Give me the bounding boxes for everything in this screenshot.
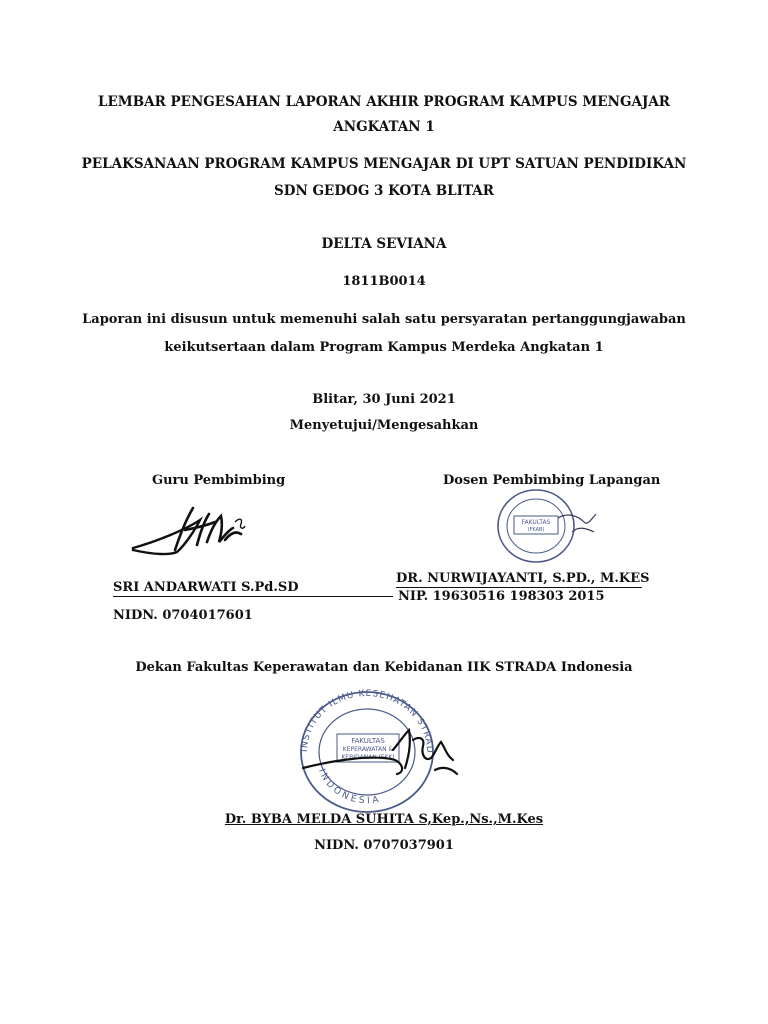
purpose-line2: keikutsertaan dalam Program Kampus Merdeka Angkatan 1 <box>164 340 604 355</box>
place-date: Blitar, 30 Juni 2021 <box>312 392 456 407</box>
right-signer-role: Dosen Pembimbing Lapangan <box>443 473 661 488</box>
document-title-line1: LEMBAR PENGESAHAN LAPORAN AKHIR PROGRAM KAMPUS MENGAJAR <box>97 94 671 110</box>
dean-role: Dekan Fakultas Keperawatan dan Kebidanan IIK STRADA Indonesia <box>135 660 633 675</box>
svg-text:FAKULTAS: FAKULTAS <box>521 519 551 526</box>
right-signer-name: DR. NURWIJAYANTI, S.PD., M.KES <box>396 571 650 586</box>
approval-label: Menyetujui/Mengesahkan <box>289 418 479 433</box>
faculty-stamp-large <box>281 683 475 810</box>
left-signer-underline <box>113 596 393 597</box>
left-signer-role: Guru Pembimbing <box>152 473 286 488</box>
left-signature <box>125 500 255 562</box>
document-title-line2: ANGKATAN 1 <box>333 119 435 135</box>
left-signer-name: SRI ANDARWATI S.Pd.SD <box>113 580 299 595</box>
student-name: DELTA SEVIANA <box>321 236 447 252</box>
student-id: 1811B0014 <box>342 274 426 289</box>
stamp-inner-line1: FAKULTAS <box>351 737 385 745</box>
stamp-inner-line2: KEPERAWATAN & <box>342 746 394 753</box>
document-subtitle-line2: SDN GEDOG 3 KOTA BLITAR <box>274 183 494 199</box>
stamp-ring-text: INSTITUT ILMU KESEHATAN STRADA <box>281 683 435 754</box>
purpose-line1: Laporan ini disusun untuk memenuhi salah satu persyaratan pertanggungjawaban <box>82 312 686 327</box>
right-signer-id: NIP. 19630516 198303 2015 <box>398 589 605 604</box>
left-signer-id: NIDN. 0704017601 <box>113 608 253 623</box>
dean-id: NIDN. 0707037901 <box>314 838 454 853</box>
dean-name: Dr. BYBA MELDA SUHITA S,Kep.,Ns.,M.Kes <box>224 812 544 827</box>
svg-text:(FKAB): (FKAB) <box>527 527 545 533</box>
svg-text:INDONESIA <box>316 767 382 806</box>
stamp-inner-line3: KEBIDANAN (FKK) <box>341 754 395 761</box>
document-subtitle-line1: PELAKSANAAN PROGRAM KAMPUS MENGAJAR DI UPT SATUAN PENDIDIKAN <box>81 156 687 172</box>
stamp-bottom-text: INDONESIA <box>316 767 383 807</box>
right-signer-underline <box>396 587 642 588</box>
faculty-stamp-small <box>488 488 608 564</box>
